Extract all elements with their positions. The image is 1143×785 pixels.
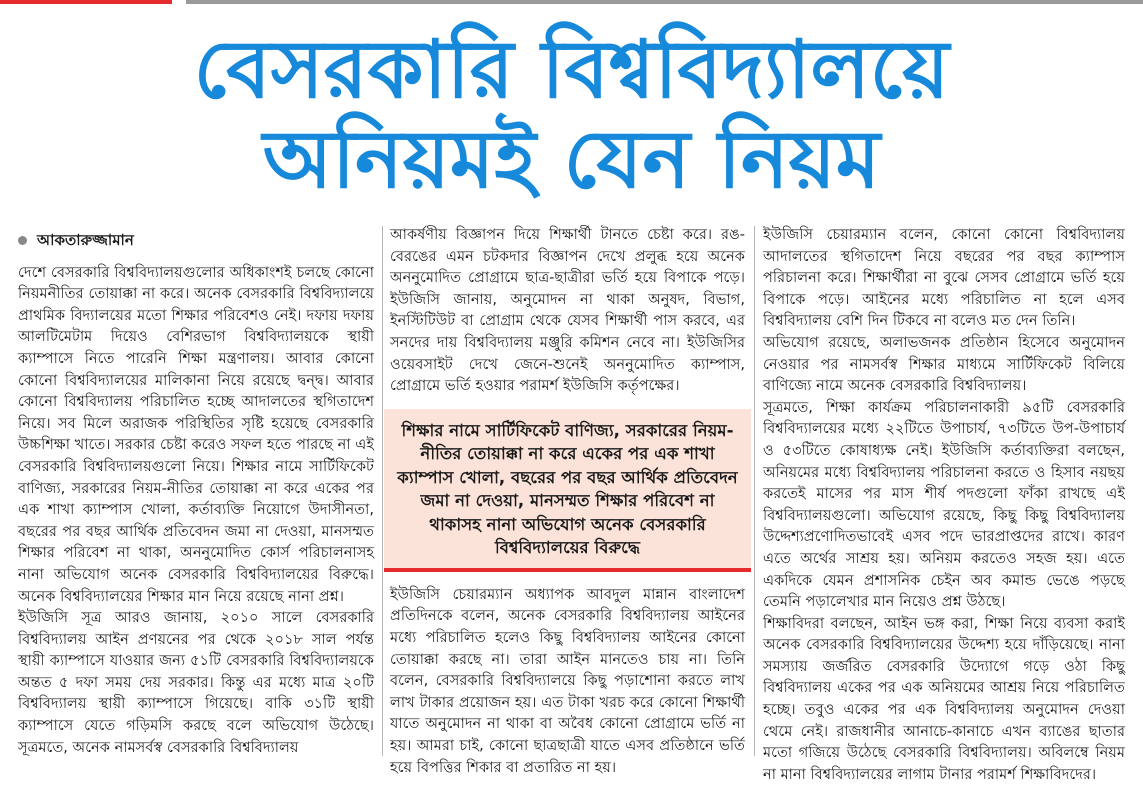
author-name: আকতারুজ্জামান (37, 231, 134, 249)
bullet-icon (18, 236, 27, 245)
paragraph: শিক্ষাবিদরা বলছেন, আইন ভঙ্গ করা, শিক্ষা নিয়ে ব্যবসা করাই অনেক বেসরকারি বিশ্ববিদ্যালয়ের উদ্দেশ্য হয়ে দাঁড়িয়েছে। নানা সমস্যায় জর্জরিত বেসরকারি উদ্যোগে গড়ে ওঠা কিছু বিশ্ববিদ্যালয় একের পর এক অনিয়মের আশ্রয় নিয়ে পরিচালিত হচ্ছে। তবুও একের পর এক বিশ্ববিদ্যালয় অনুমোদন দেওয়া থেমে নেই। রাজধানীর আনাচে-কানাচে এখন ব্যাঙের ছাতার মতো গজিয়ে উঠেছে বেসরকারি বিশ্ববিদ্যালয়। অবিলম্বে নিয়ম না মানা বিশ্ববিদ্যালয়ের লাগাম টানার পরামর্শ শিক্ষাবিদদের। (763, 614, 1125, 783)
paragraph: অভিযোগ রয়েছে, অলাভজনক প্রতিষ্ঠান হিসেবে অনুমোদন নেওয়ার পর নামসর্বস্ব শিক্ষার মাধ্যমে সার্টিফিকেট বিলিয়ে বাণিজ্যে নামে অনেক বেসরকারি বিশ্ববিদ্যালয়। (763, 333, 1125, 395)
paragraph: ইউজিসি চেয়ারম্যান বলেন, কোনো কোনো বিশ্ববিদ্যালয় আদালতের স্থগিতাদেশ নিয়ে বছরের পর বছর ক্যাম্পাস পরিচালনা করে। শিক্ষার্থীরা না বুঝে সেসব প্রোগ্রামে ভর্তি হয়ে বিপাকে পড়ে। আইনের মধ্যে পরিচালিত না হলে এসব বিশ্ববিদ্যালয় বেশি দিন টিকবে না বলেও মত দেন তিনি। (763, 226, 1125, 330)
paragraph: ইউজিসি সূত্র আরও জানায়, ২০১০ সালে বেসরকারি বিশ্ববিদ্যালয় আইন প্রণয়নের পর থেকে ২০১৮ সাল পর্যন্ত স্থায়ী ক্যাম্পাসে যাওয়ার জন্য ৫১টি বেসরকারি বিশ্ববিদ্যালয়কে অন্তত ৫ দফা সময় দেয় সরকার। কিন্তু এর মধ্যে মাত্র ২০টি বিশ্ববিদ্যালয় স্থায়ী ক্যাম্পাসে গিয়েছে। বাকি ৩১টি স্থায়ী ক্যাম্পাসে যেতে গড়িমসি করছে বলে অভিযোগ উঠেছে। সূত্রমতে, অনেক নামসর্বস্ব বেসরকারি বিশ্ববিদ্যালয় (18, 609, 374, 756)
byline (18, 230, 374, 252)
column-divider (382, 226, 383, 756)
top-accent-bar-gray (186, 0, 1143, 4)
top-accent-bar-red (0, 0, 172, 4)
article-column-1 (18, 224, 374, 756)
article-column-2 (390, 224, 745, 776)
pull-quote: শিক্ষার নামে সার্টিফিকেট বাণিজ্য, সরকারের নিয়ম-নীতির তোয়াক্কা না করে একের পর এক শাখা ক্যাম্পাস খোলা, বছরের পর বছর আর্থিক প্রতিবেদন জমা না দেওয়া, মানসম্মত শিক্ষার পরিবেশ না থাকাসহ নানা অভিযোগ অনেক বেসরকারি বিশ্ববিদ্যালয়ের বিরুদ্ধে (384, 409, 751, 572)
paragraph: সূত্রমতে, শিক্ষা কার্যক্রম পরিচালনাকারী ৯৫টি বেসরকারি বিশ্ববিদ্যালয়ের মধ্যে ২২টিতে উপাচার্য, ৭৩টিতে উপ-উপাচার্য ও ৫৩টিতে কোষাধ্যক্ষ নেই। ইউজিসি কর্তাব্যক্তিরা বলছেন, অনিয়মের মধ্যে বিশ্ববিদ্যালয় পরিচালনা করতে ও হিসাব নয়ছয় করতেই মাসের পর মাস শীর্ষ পদগুলো ফাঁকা রাখছে এই বিশ্ববিদ্যালয়গুলো। অভিযোগ রয়েছে, কিছু কিছু বিশ্ববিদ্যালয় উদ্দেশ্যপ্রণোদিতভাবেই এসব পদে ভারপ্রাপ্তদের রাখে। কারণ এতে অর্থের সাশ্রয় হয়। অনিয়ম করতেও সহজ হয়। এতে একদিকে যেমন প্রশাসনিক চেইন অব কমান্ড ভেঙে পড়ছে তেমনি পড়ালেখার মান নিয়েও প্রশ্ন উঠছে। (763, 398, 1125, 611)
headline-line-1: বেসরকারি বিশ্ববিদ্যালয়ে (193, 23, 950, 116)
paragraph: দেশে বেসরকারি বিশ্ববিদ্যালয়গুলোর অধিকাংশই চলছে কোনো নিয়মনীতির তোয়াক্কা না করে। অনেক বেসরকারি বিশ্ববিদ্যালয়ে প্রাথমিক বিদ্যালয়ের মতো শিক্ষার পরিবেশও নেই। দফায় দফায় আলটিমেটাম দিয়েও বেশিরভাগ বিশ্ববিদ্যালয়কে স্থায়ী ক্যাম্পাসে নিতে পারেনি শিক্ষা মন্ত্রণালয়। আবার কোনো কোনো বিশ্ববিদ্যালয়ের মালিকানা নিয়ে রয়েছে দ্বন্দ্ব। আবার কোনো বিশ্ববিদ্যালয় পরিচালিত হচ্ছে আদালতের স্থগিতাদেশ নিয়ে। সব মিলে অরাজক পরিস্থিতির সৃষ্টি হয়েছে বেসরকারি উচ্চশিক্ষা খাতে। সরকার চেষ্টা করেও সফল হতে পারছে না এই বেসরকারি বিশ্ববিদ্যালয়গুলো নিয়ে। শিক্ষার নামে সার্টিফিকেট বাণিজ্য, সরকারের নিয়ম-নীতির তোয়াক্কা না করে একের পর এক শাখা ক্যাম্পাস খোলা, কর্তাব্যক্তি নিয়োগে উদাসীনতা, বছরের পর বছর আর্থিক প্রতিবেদন জমা না দেওয়া, মানসম্মত শিক্ষার পরিবেশ না থাকা, অননুমোদিত কোর্স পরিচালনাসহ নানা অভিযোগ অনেক বেসরকারি বিশ্ববিদ্যালয়ের বিরুদ্ধে। অনেক বিশ্ববিদ্যালয়ের শিক্ষার মান নিয়ে রয়েছে নানা প্রশ্ন। (18, 263, 374, 605)
paragraph: ইউজিসি চেয়ারম্যান অধ্যাপক আবদুল মান্নান বাংলাদেশ প্রতিদিনকে বলেন, অনেক বেসরকারি বিশ্ববিদ্যালয় আইনের মধ্যে পরিচালিত হলেও কিছু বিশ্ববিদ্যালয় আইনের কোনো তোয়াক্কা করছে না। তারা আইন মানতেও চায় না। তিনি বলেন, বেসরকারি বিশ্ববিদ্যালয়ে কিছু পড়াশোনা করতে লাখ লাখ টাকার প্রয়োজন হয়। এত টাকা খরচ করে কোনো শিক্ষার্থী যাতে অনুমোদন না থাকা বা অবৈধ কোনো প্রোগ্রামে ভর্তি না হয়। আমরা চাই, কোনো ছাত্রছাত্রী যাতে এসব প্রতিষ্ঠানে ভর্তি হয়ে বিপত্তির শিকার বা প্রতারিত না হয়। (390, 585, 745, 776)
article-column-3 (763, 224, 1125, 783)
headline-line-2: অনিয়মই যেন নিয়ম (262, 113, 881, 206)
column-divider (754, 226, 755, 756)
paragraph: আকর্ষণীয় বিজ্ঞাপন দিয়ে শিক্ষার্থী টানতে চেষ্টা করে। রঙ-বেরঙের এমন চটকদার বিজ্ঞাপন দেখে প্রলুব্ধ হয়ে অনেক অননুমোদিত প্রোগ্রামে ছাত্র-ছাত্রীরা ভর্তি হয়ে বিপাকে পড়ে। ইউজিসি জানায়, অনুমোদন না থাকা অনুষদ, বিভাগ, ইনস্টিটিউট বা প্রোগ্রাম থেকে যেসব শিক্ষার্থী পাস করবে, এর সনদের দায় বিশ্ববিদ্যালয় মঞ্জুরি কমিশন নেবে না। ইউজিসির ওয়েবসাইট দেখে জেনে-শুনেই অননুমোদিত ক্যাম্পাস, প্রোগ্রামে ভর্তি হওয়ার পরামর্শ ইউজিসি কর্তৃপক্ষের। (390, 226, 745, 395)
